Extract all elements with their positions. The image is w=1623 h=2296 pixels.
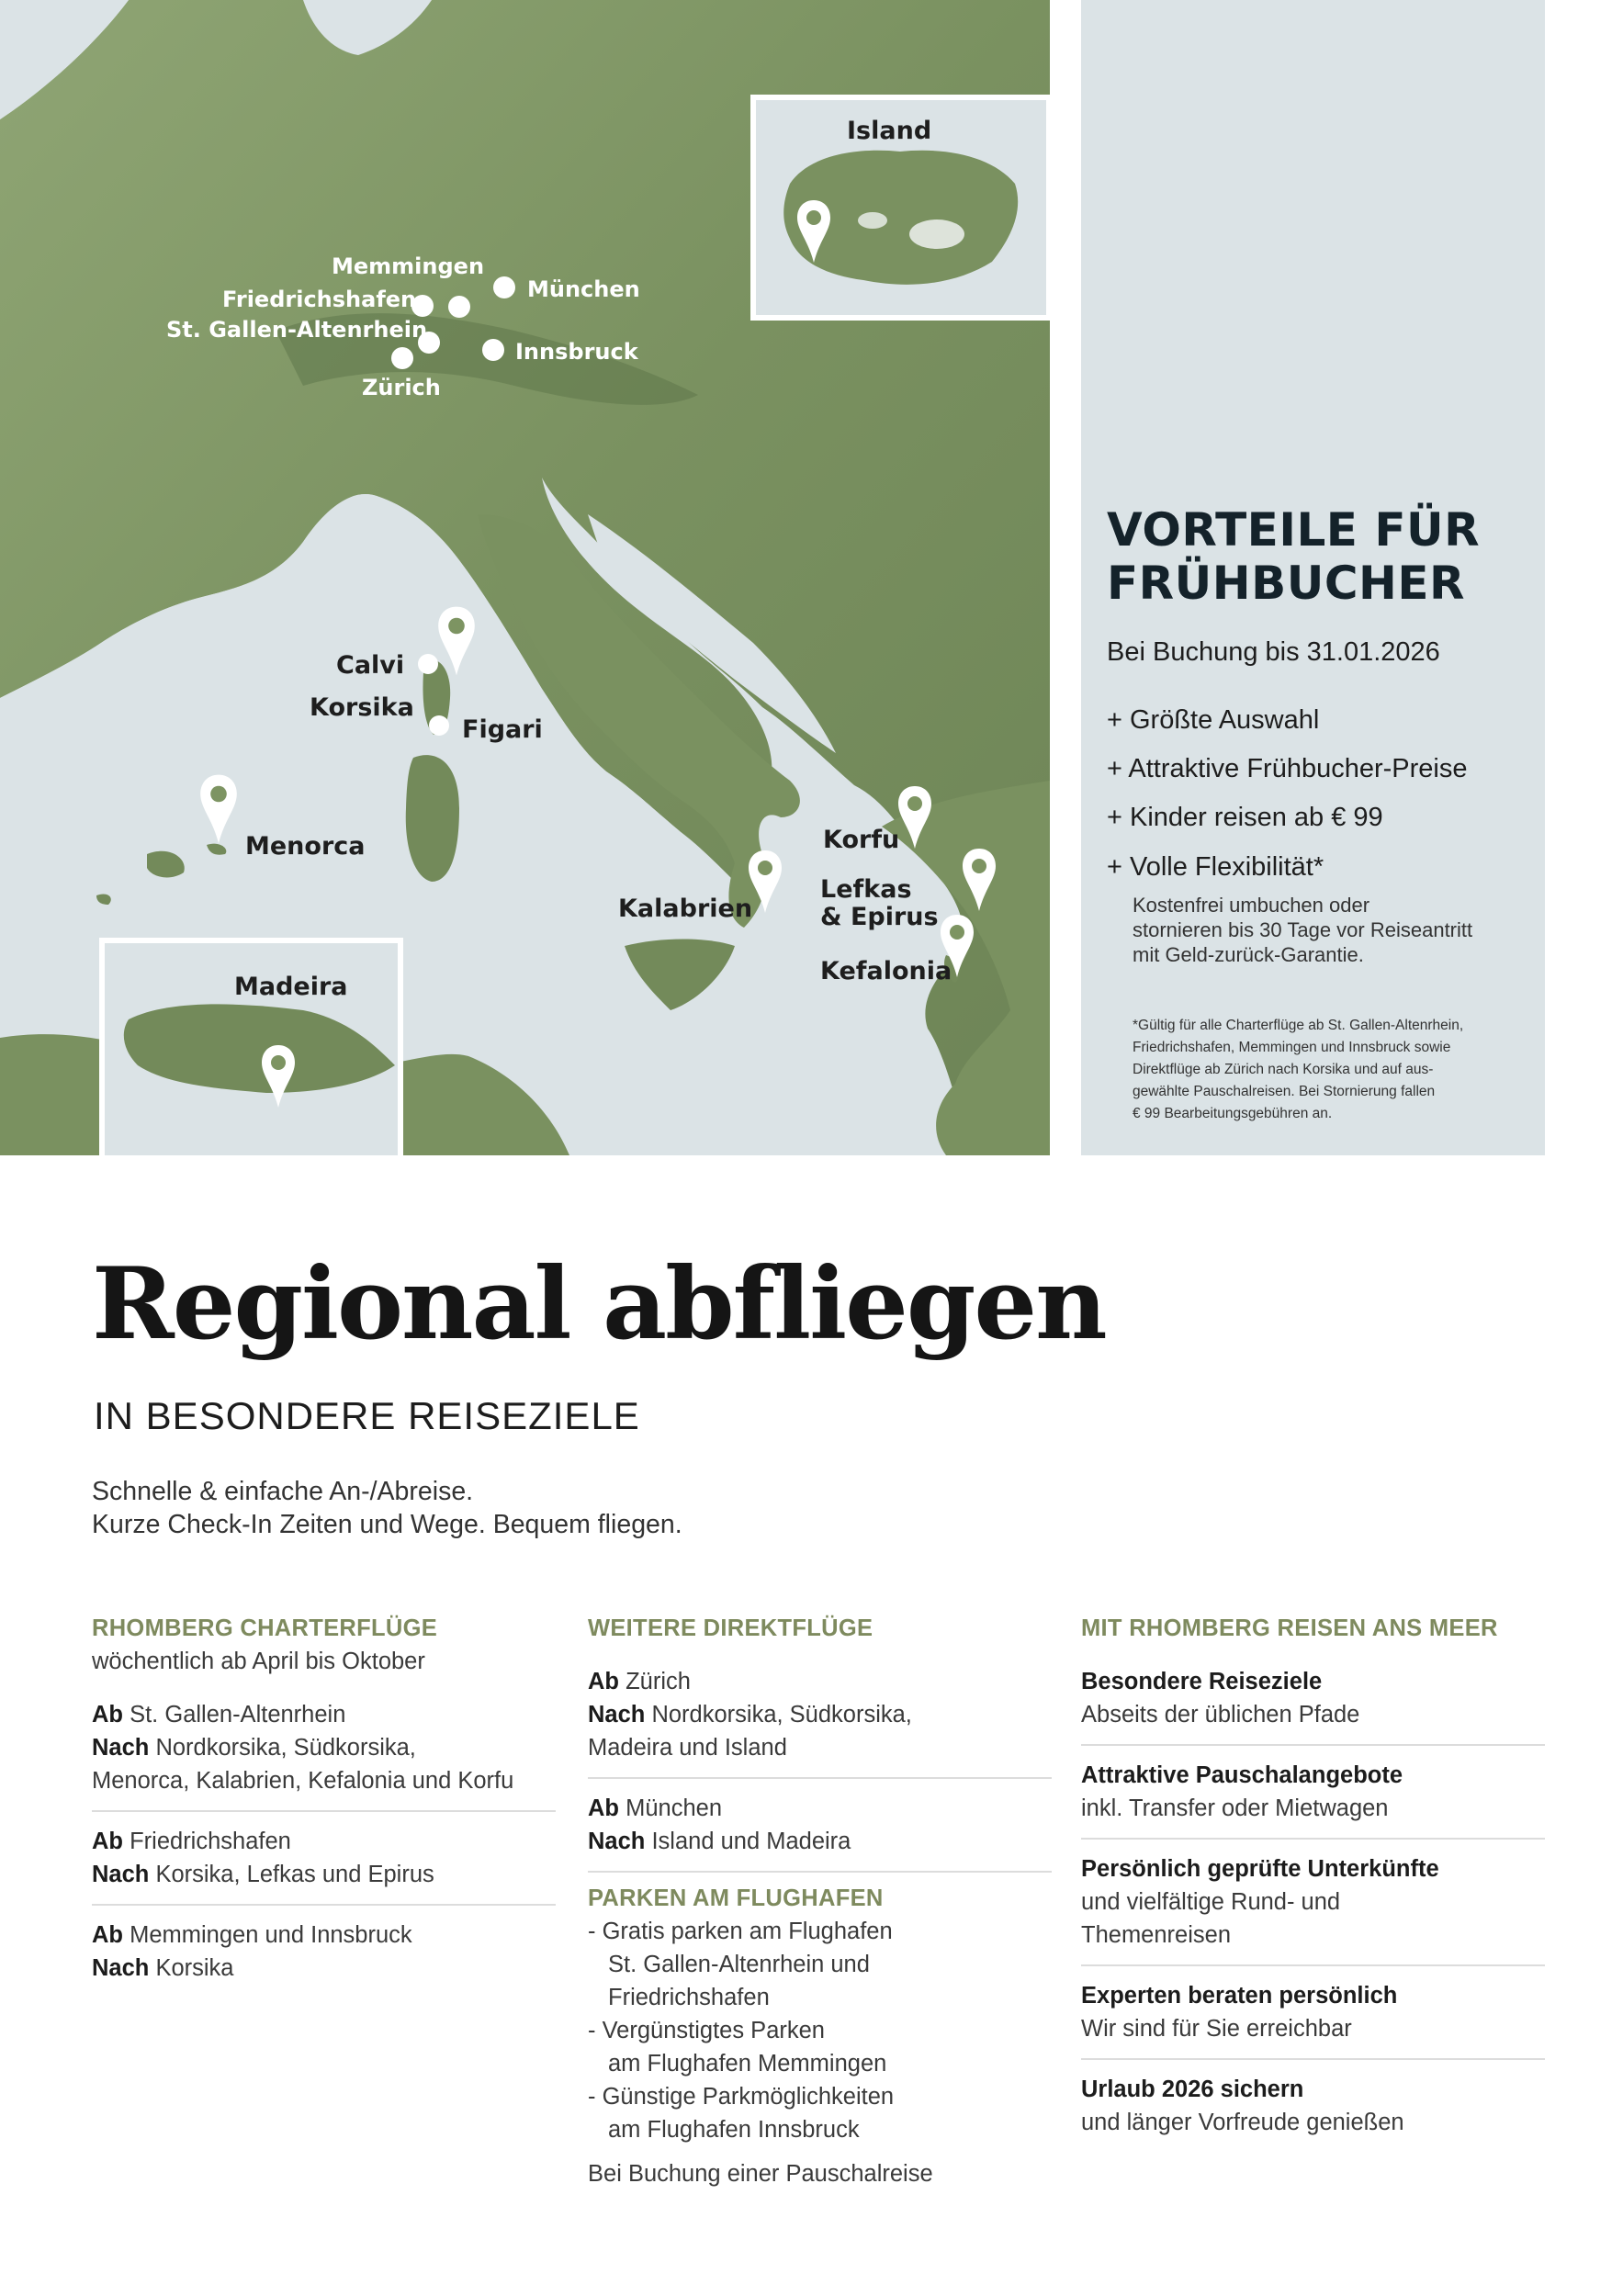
column-heading: WEITERE DIREKTFLÜGE xyxy=(588,1615,873,1641)
route-from: Friedrichshafen xyxy=(130,1829,291,1854)
note-line: Kostenfrei umbuchen oder xyxy=(1133,894,1370,917)
early-booking-panel xyxy=(1081,0,1545,1155)
route-block xyxy=(92,1906,556,1998)
route-block xyxy=(588,1779,1052,1873)
label-island: Island xyxy=(847,117,932,145)
route-block xyxy=(92,1685,556,1812)
label-kefalonia: Kefalonia xyxy=(820,957,952,985)
parking-item xyxy=(588,1915,1052,2014)
label-menorca: Menorca xyxy=(245,832,366,861)
benefit-item: + Volle Flexibilität* xyxy=(1107,852,1324,882)
panel-title xyxy=(1107,503,1529,610)
label-nach: Nach xyxy=(588,1702,646,1728)
label-epirus: & Epirus xyxy=(820,903,939,931)
route-from: Memmingen und Innsbruck xyxy=(130,1922,412,1948)
page-title: Regional abfliegen xyxy=(92,1246,1106,1362)
column-charter-flights xyxy=(92,1612,556,1998)
label-memmingen: Memmingen xyxy=(332,253,485,279)
label-ab: Ab xyxy=(92,1702,123,1728)
feature-title: Experten beraten persönlich xyxy=(1081,1983,1398,2009)
label-ab: Ab xyxy=(92,1829,123,1854)
label-kalabrien: Kalabrien xyxy=(618,895,753,923)
label-st-gallen: St. Gallen-Altenrhein xyxy=(166,317,428,343)
feature-text: Abseits der üblichen Pfade xyxy=(1081,1702,1360,1728)
note-line: stornieren bis 30 Tage vor Reiseantritt xyxy=(1133,918,1473,941)
route-to: Madeira und Island xyxy=(588,1735,787,1761)
footnote xyxy=(1133,1015,1527,1125)
footnote-line: gewählte Pauschalreisen. Bei Stornierung fallen xyxy=(1133,1084,1436,1099)
footnote-line: *Gültig für alle Charterflüge ab St. Gallen-Altenrhein, xyxy=(1133,1018,1464,1033)
footnote-line: € 99 Bearbeitungsgebühren an. xyxy=(1133,1106,1333,1121)
route-to: Korsika xyxy=(155,1955,234,1981)
intro-text xyxy=(92,1475,682,1541)
feature-text: Themenreisen xyxy=(1081,1922,1231,1948)
label-nach: Nach xyxy=(92,1735,150,1761)
sardinia xyxy=(406,755,459,882)
label-friedrichshafen: Friedrichshafen xyxy=(222,287,417,312)
route-from: München xyxy=(626,1795,722,1821)
benefit-item: + Größte Auswahl xyxy=(1107,705,1320,735)
column-sea-holidays xyxy=(1081,1612,1545,2152)
parking-line: am Flughafen Innsbruck xyxy=(608,2117,860,2143)
panel-title-line1: VORTEILE FÜR xyxy=(1107,503,1481,557)
label-figari: Figari xyxy=(462,715,543,744)
label-korfu: Korfu xyxy=(823,826,900,854)
column-direct-flights xyxy=(588,1612,1052,2190)
parking-note: Bei Buchung einer Pauschalreise xyxy=(588,2161,933,2187)
route-from: St. Gallen-Altenrhein xyxy=(130,1702,346,1728)
feature-block xyxy=(1081,1652,1545,1746)
dot-muenchen xyxy=(493,276,515,298)
feature-title: Besondere Reiseziele xyxy=(1081,1669,1323,1694)
label-innsbruck: Innsbruck xyxy=(515,339,638,365)
parking-section xyxy=(588,1873,1052,2190)
label-nach: Nach xyxy=(92,1862,150,1887)
column-heading: RHOMBERG CHARTERFLÜGE xyxy=(92,1615,438,1641)
footnote-line: Direktflüge ab Zürich nach Korsika und auf aus- xyxy=(1133,1062,1434,1077)
dot-zuerich xyxy=(391,347,413,369)
feature-text: Wir sind für Sie erreichbar xyxy=(1081,2016,1352,2042)
parking-item xyxy=(588,2014,1052,2080)
route-block xyxy=(92,1812,556,1906)
dot-innsbruck xyxy=(482,339,504,361)
label-nach: Nach xyxy=(92,1955,150,1981)
feature-text: und länger Vorfreude genießen xyxy=(1081,2110,1404,2135)
intro-line: Schnelle & einfache An-/Abreise. xyxy=(92,1477,474,1506)
panel-subtitle: Bei Buchung bis 31.01.2026 xyxy=(1107,637,1440,667)
note-line: mit Geld-zurück-Garantie. xyxy=(1133,943,1364,966)
route-to: Korsika, Lefkas und Epirus xyxy=(155,1862,434,1887)
feature-block xyxy=(1081,1966,1545,2060)
parking-item xyxy=(588,2080,1052,2146)
parking-line: - Günstige Parkmöglichkeiten xyxy=(588,2084,895,2110)
page-subtitle: IN BESONDERE REISEZIELE xyxy=(94,1394,640,1437)
feature-title: Persönlich geprüfte Unterkünfte xyxy=(1081,1856,1439,1882)
inset-island xyxy=(753,97,1049,318)
feature-block xyxy=(1081,1840,1545,1966)
route-from: Zürich xyxy=(626,1669,691,1694)
route-to: Nordkorsika, Südkorsika, xyxy=(155,1735,416,1761)
parking-line: St. Gallen-Altenrhein und xyxy=(608,1952,870,1977)
label-calvi: Calvi xyxy=(336,651,405,680)
benefit-item: + Attraktive Frühbucher-Preise xyxy=(1107,754,1468,783)
panel-title-line2: FRÜHBUCHER xyxy=(1107,557,1466,610)
benefit-item: + Kinder reisen ab € 99 xyxy=(1107,803,1383,832)
flexibility-note xyxy=(1133,893,1537,967)
label-ab: Ab xyxy=(588,1795,619,1821)
dot-figari xyxy=(429,715,449,736)
label-ab: Ab xyxy=(588,1669,619,1694)
dot-calvi xyxy=(418,654,438,674)
route-to: Menorca, Kalabrien, Kefalonia und Korfu xyxy=(92,1768,514,1794)
parking-line: am Flughafen Memmingen xyxy=(608,2051,887,2077)
parking-line: - Gratis parken am Flughafen xyxy=(588,1919,893,1944)
route-to: Nordkorsika, Südkorsika, xyxy=(651,1702,912,1728)
label-lefkas: Lefkas xyxy=(820,875,912,904)
inset-madeira xyxy=(102,940,400,1155)
label-nach: Nach xyxy=(588,1829,646,1854)
column-heading: MIT RHOMBERG REISEN ANS MEER xyxy=(1081,1615,1498,1641)
intro-line: Kurze Check-In Zeiten und Wege. Bequem fliegen. xyxy=(92,1510,682,1539)
parking-line: - Vergünstigtes Parken xyxy=(588,2018,825,2043)
route-to: Island und Madeira xyxy=(651,1829,851,1854)
europe-destination-map xyxy=(0,0,1050,1155)
label-zuerich: Zürich xyxy=(362,375,441,400)
footnote-line: Friedrichshafen, Memmingen und Innsbruck sowie xyxy=(1133,1040,1451,1055)
parking-heading: PARKEN AM FLUGHAFEN xyxy=(588,1885,884,1911)
label-madeira: Madeira xyxy=(234,973,348,1001)
parking-line: Friedrichshafen xyxy=(608,1985,770,2010)
label-muenchen: München xyxy=(527,276,640,302)
feature-block xyxy=(1081,2060,1545,2152)
column-subheading: wöchentlich ab April bis Oktober xyxy=(92,1649,425,1674)
dot-memmingen xyxy=(448,296,470,318)
feature-text: und vielfältige Rund- und xyxy=(1081,1889,1341,1915)
label-korsika: Korsika xyxy=(310,693,414,722)
feature-text: inkl. Transfer oder Mietwagen xyxy=(1081,1795,1389,1821)
label-ab: Ab xyxy=(92,1922,123,1948)
route-block xyxy=(588,1652,1052,1779)
feature-title: Urlaub 2026 sichern xyxy=(1081,2077,1304,2102)
feature-block xyxy=(1081,1746,1545,1840)
feature-title: Attraktive Pauschalangebote xyxy=(1081,1762,1403,1788)
